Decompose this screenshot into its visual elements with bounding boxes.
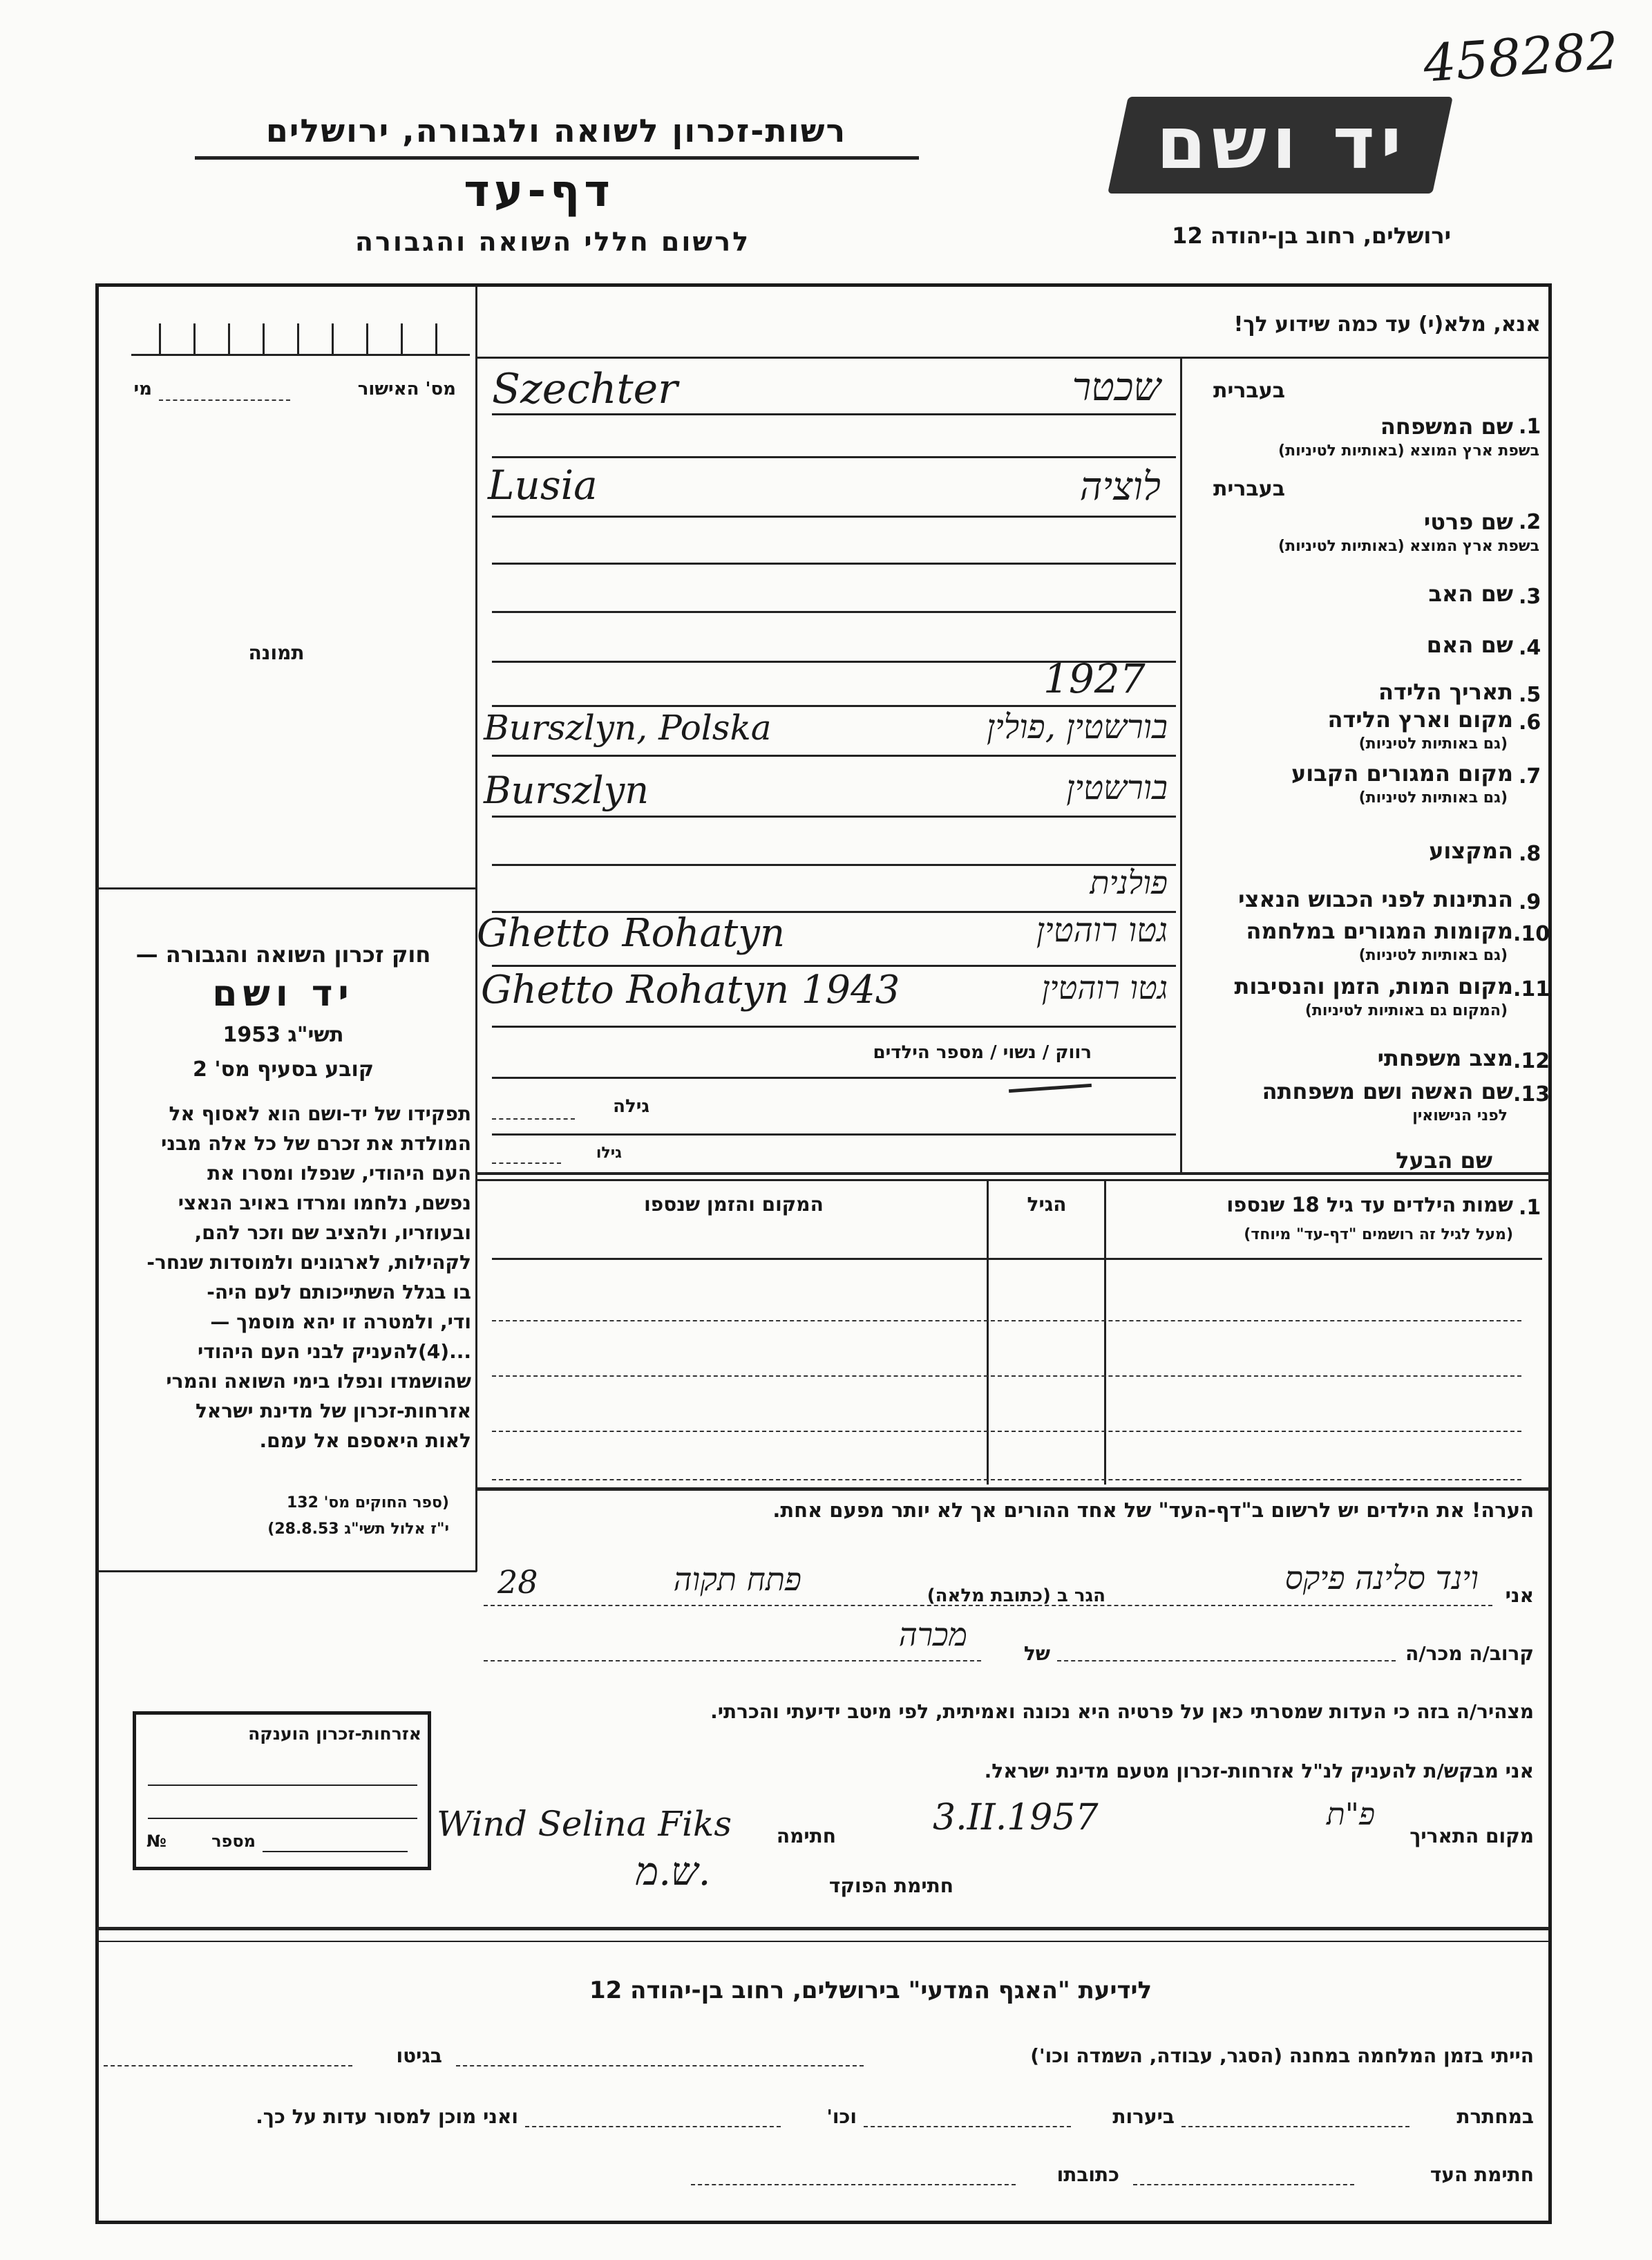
f6-latin-value: Burszlyn, Polska xyxy=(484,708,772,748)
decl-address-value: פתח תקוה xyxy=(673,1561,801,1598)
law-line: ...(4)להעניק לבני העם היהודי xyxy=(198,1340,471,1363)
footer-line1b: בגיטו xyxy=(396,2044,442,2067)
decl-relative-label: קרוב/ה מכר/ה xyxy=(1405,1642,1534,1665)
f6-hebrew-value: בורשטין ,פולין xyxy=(986,708,1168,746)
decl-signature-value: Wind Selina Fiks xyxy=(437,1804,732,1844)
f1-label: שם המשפחה xyxy=(1380,413,1513,440)
f6-label: מקום וארץ הלידה xyxy=(1327,706,1513,733)
header-address: ירושלים, רחוב בן-יהודה 12 xyxy=(1172,223,1451,249)
f13-label: שם האשה ושם משפחתה xyxy=(1262,1078,1513,1104)
footer-line2c: וכו' xyxy=(826,2105,857,2128)
f13-sub: לפני הנישואין xyxy=(1412,1107,1508,1124)
footer-line3a: חתימת העד xyxy=(1430,2163,1534,2186)
law-year: תשי"ג 1953 xyxy=(222,1023,344,1047)
f12-options: רווק / נשוי / מספר הילדים xyxy=(873,1042,1092,1063)
f13-number: .13 xyxy=(1513,1082,1550,1107)
f9-number: .9 xyxy=(1519,890,1541,914)
law-clause: קובע בסעיף מס' 2 xyxy=(193,1057,374,1082)
law-ref-1: (ספר החוקים מס' 132 xyxy=(286,1494,449,1512)
law-line: לאות היאספם אל עמם. xyxy=(259,1429,471,1452)
f11-number: .11 xyxy=(1513,977,1550,1001)
stamp-box-no: № xyxy=(146,1831,167,1851)
f11-label: מקום המות, הזמן והנסיבות xyxy=(1234,973,1513,999)
husband-age-label: גילו xyxy=(596,1145,622,1162)
f2-number: .2 xyxy=(1519,510,1541,534)
decl-relation-value: מכרה xyxy=(898,1616,967,1653)
decl-i-label: אני xyxy=(1505,1584,1534,1607)
approval-no-line xyxy=(159,399,290,401)
children-col-border-1 xyxy=(987,1180,989,1485)
f5-value: 1927 xyxy=(1043,655,1146,702)
f9-value: פולנית xyxy=(1090,864,1168,901)
institution-title: רשות-זכרון לשואה ולגבורה, ירושלים xyxy=(265,112,847,149)
law-line: אזרחות-זכרון של מדינת ישראל xyxy=(195,1400,471,1422)
approval-no-suffix: מי xyxy=(133,379,152,399)
institution-underline xyxy=(195,156,919,160)
f7-sub: (גם באותיות לטיניות) xyxy=(1358,789,1508,807)
f7-latin-value: Burszlyn xyxy=(484,769,649,812)
footer-line3b: כתובתו xyxy=(1056,2163,1119,2186)
footer-line1a: הייתי בזמן המלחמה במחנה (הסגר, עבודה, השמדה וכו') xyxy=(1030,2044,1534,2067)
decl-residing-label: הגר ב (כתובת מלאה) xyxy=(927,1585,1105,1606)
f8-number: .8 xyxy=(1519,842,1541,866)
f7-hebrew-value: בורשטין xyxy=(1066,769,1168,807)
note: הערה! את הילדים יש לרשום ב"דף-העד" של אחד ההורים אך לא יותר מפעם אחת. xyxy=(772,1498,1534,1522)
approval-ticks-base xyxy=(131,354,470,356)
law-title: חוק זכרון השואה והגבורה — xyxy=(135,941,431,968)
f2-hebrew-value: לוציה xyxy=(1079,464,1161,509)
f2-hebrew-label: בעברית xyxy=(1213,477,1285,501)
footer-line2d: ואני מוכן למסור עדות על כך. xyxy=(256,2105,518,2128)
footer-line2a: במחתרת xyxy=(1456,2105,1534,2128)
f6-sub: (גם באותיות לטיניות) xyxy=(1358,735,1508,753)
decl-address-number: 28 xyxy=(497,1563,538,1601)
husband-age-line xyxy=(492,1162,561,1164)
instruction-line xyxy=(477,357,1549,359)
sidebar-bottom xyxy=(97,1570,477,1572)
law-ref-2: י"ז אלול תשי"ג 28.8.53) xyxy=(267,1520,449,1538)
f7-number: .7 xyxy=(1519,764,1541,789)
wife-age-label: גילה xyxy=(613,1096,649,1117)
law-line: נפשם, נלחמו ומרדו באויב הנאצי xyxy=(178,1192,471,1214)
f2-sub: בשפת ארץ המוצא (באותיות לטיניות) xyxy=(1278,538,1539,555)
f12-label: מצב משפחתי xyxy=(1377,1045,1513,1071)
law-line: ודי, ולמטרה זו יהא מוסמך — xyxy=(210,1310,471,1333)
f10-label: מקומות המגורים במלחמה xyxy=(1246,918,1513,944)
f10-hebrew-value: גטו רוהטין xyxy=(1036,911,1168,950)
f4-number: .4 xyxy=(1519,636,1541,660)
f5-number: .5 xyxy=(1519,683,1541,707)
logo-text: יד ושם xyxy=(1156,101,1407,185)
law-line: בו בגלל השתייכותם לעם היה- xyxy=(207,1281,471,1303)
decl-declare-text: מצהיר/ה בזה כי העדות שמסרתי כאן על פרטיה היא נכונה ואמיתית, לפי מיטב ידיעתי והכרתי. xyxy=(710,1700,1534,1723)
footer-line2b: ביערות xyxy=(1112,2105,1175,2128)
f11-hebrew-value: גטו רוהטין xyxy=(1041,969,1168,1006)
decl-place-value: פ"ת xyxy=(1326,1797,1375,1832)
decl-signature-label: חתימה xyxy=(776,1825,836,1847)
decl-witness-name: וינד סלינה פיקס xyxy=(1284,1559,1479,1597)
f6-number: .6 xyxy=(1519,710,1541,735)
f10-number: .10 xyxy=(1513,922,1550,946)
form-subtitle: לרשום חללי השואה והגבורה xyxy=(354,227,751,257)
law-text xyxy=(105,1099,471,1456)
approval-no-label: מס' האישור xyxy=(357,379,456,399)
f2-label: שם פרטי xyxy=(1423,509,1513,535)
decl-inspector-label: חתימת הפוקד xyxy=(828,1874,953,1897)
f9-label: הנתינות לפני הכבוש הנאצי xyxy=(1238,886,1513,912)
stamp-box-title: אזרחות-זכרון הוענקה xyxy=(248,1724,421,1744)
children-col-border-2 xyxy=(1104,1180,1106,1485)
photo-label: תמונה xyxy=(248,641,305,664)
children-sub: (מעל לגיל זה רושמים "דף-עד" מיוחד) xyxy=(1244,1226,1513,1243)
law-line: המולדת את זכרם של כל אלה מבני xyxy=(161,1132,471,1155)
stamp-box-number-label: מספר xyxy=(211,1831,256,1851)
f10-latin-value: Ghetto Rohatyn xyxy=(477,911,786,956)
law-line: שהושמדו ונפלו בימי השואה והמרי xyxy=(166,1370,471,1393)
child-row-1 xyxy=(492,1320,1521,1321)
decl-date-value: 3.II.1957 xyxy=(933,1797,1099,1838)
children-label: שמות הילדים עד גיל 18 שנספו xyxy=(1226,1193,1513,1216)
form-title: דף-עד xyxy=(464,166,614,217)
f4-label: שם האם xyxy=(1426,632,1513,658)
decl-inspector-value: ש.מ. xyxy=(636,1849,711,1894)
f5-label: תאריך הלידה xyxy=(1378,679,1513,705)
f1-sub: בשפת ארץ המוצא (באותיות לטיניות) xyxy=(1278,442,1539,460)
f11-sub: (המקום גם באותיות לטיניות) xyxy=(1304,1002,1508,1019)
law-line: לקהילות, לארגונים ולמוסדות שנחר- xyxy=(146,1251,471,1274)
photo-bottom xyxy=(97,887,477,889)
f11-latin-value: Ghetto Rohatyn 1943 xyxy=(481,968,900,1013)
decl-request-text: אני מבקש/ת להעניק לנ"ל אזרחות-זכרון מטעם מדינת ישראל. xyxy=(984,1760,1534,1782)
f3-label: שם האב xyxy=(1428,581,1513,607)
f12-number: .12 xyxy=(1513,1049,1550,1073)
child-row-2 xyxy=(492,1375,1521,1377)
law-line: תפקידו של יד-ושם הוא לאסוף אל xyxy=(169,1102,471,1125)
f1-hebrew-label: בעברית xyxy=(1213,379,1285,403)
f3-number: .3 xyxy=(1519,585,1541,609)
instruction: אנא, מלא(י) עד כמה שידוע לך! xyxy=(1233,312,1541,337)
decl-place-date-label: מקום התאריך xyxy=(1409,1825,1534,1847)
children-col-place: המקום והזמן שנספו xyxy=(644,1193,824,1216)
children-number: .1 xyxy=(1519,1196,1541,1220)
footer-title: לידיעת "האגף המדעי" בירושלים, רחוב בן-יהודה 12 xyxy=(589,1977,1152,2004)
child-row-4 xyxy=(492,1479,1521,1480)
f2-latin-value: Lusia xyxy=(488,462,598,509)
law-line: ובעוזריו, ולהציב שם וזכר להם, xyxy=(194,1221,471,1244)
archive-number: 458282 xyxy=(1421,21,1621,94)
decl-of-label: של xyxy=(1023,1642,1050,1665)
wife-age-line xyxy=(492,1118,575,1120)
children-col-age: הגיל xyxy=(1027,1193,1067,1216)
f1-number: .1 xyxy=(1519,415,1541,439)
child-row-3 xyxy=(492,1431,1521,1432)
f1-hebrew-value: שכטר xyxy=(1072,365,1161,410)
f1-latin-value: Szechter xyxy=(492,365,678,413)
f8-label: המקצוע xyxy=(1429,838,1513,864)
f10-sub: (גם באותיות לטיניות) xyxy=(1358,947,1508,964)
labels-column-border xyxy=(1180,358,1182,1172)
law-line: העם היהודי, שנפלו ומסרו את xyxy=(207,1162,471,1185)
f7-label: מקום המגורים הקבוע xyxy=(1291,760,1513,787)
husband-label: שם הבעל xyxy=(1396,1147,1492,1174)
law-name: יד ושם xyxy=(212,973,354,1015)
